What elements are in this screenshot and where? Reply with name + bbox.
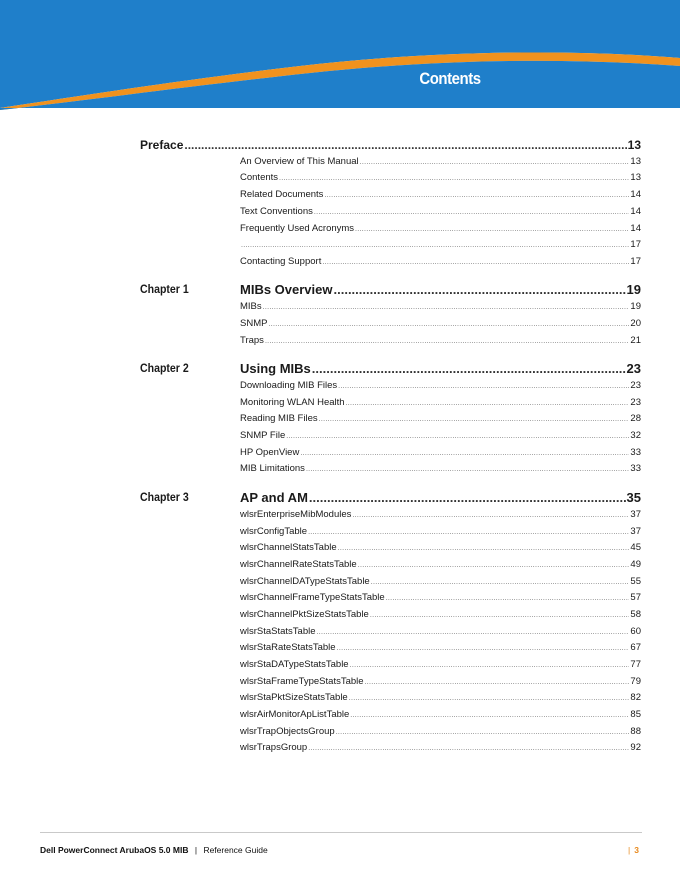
entry-title: SNMP File — [240, 430, 286, 441]
dot-leader — [263, 304, 630, 311]
toc-entry[interactable] — [240, 430, 641, 441]
footer-product: Dell PowerConnect ArubaOS 5.0 MIB — [40, 845, 189, 855]
toc-chapter-1-heading[interactable] — [240, 282, 641, 297]
toc-chapter-3-heading[interactable] — [240, 490, 641, 505]
toc-entry[interactable] — [240, 223, 641, 234]
dot-leader — [286, 433, 629, 440]
entry-page: 60 — [630, 626, 641, 637]
dot-leader — [350, 662, 630, 669]
entry-page: 82 — [630, 692, 641, 703]
entry-title: Downloading MIB Files — [240, 380, 338, 391]
dot-leader — [349, 695, 630, 702]
toc-entry[interactable] — [240, 156, 641, 167]
entry-title: wlsrChannelFrameTypeStatsTable — [240, 592, 385, 603]
toc-entry[interactable] — [240, 742, 641, 753]
dot-leader — [314, 209, 630, 216]
toc-entry[interactable] — [240, 509, 641, 520]
entry-title: SNMP — [240, 318, 268, 329]
chapter-title: AP and AM — [240, 490, 308, 505]
entry-page: 14 — [630, 223, 641, 234]
toc-entry[interactable] — [240, 172, 641, 183]
entry-page: 37 — [630, 526, 641, 537]
toc-entry[interactable] — [240, 256, 641, 267]
dot-leader — [184, 138, 626, 152]
toc-entry[interactable] — [240, 709, 641, 720]
entry-page: 21 — [630, 335, 641, 346]
toc-entry[interactable] — [240, 626, 641, 637]
entry-title: MIB Limitations — [240, 463, 305, 474]
entry-title: wlsrTrapsGroup — [240, 742, 308, 753]
entry-page: 19 — [630, 301, 641, 312]
entry-title: wlsrChannelPktSizeStatsTable — [240, 609, 369, 620]
footer-separator: | — [194, 845, 198, 855]
preface-title: Preface — [140, 138, 184, 152]
footer-guide: Reference Guide — [203, 845, 268, 855]
entry-title: wlsrStaRateStatsTable — [240, 642, 336, 653]
entry-title: wlsrStaPktSizeStatsTable — [240, 692, 348, 703]
toc-chapter-2-heading[interactable] — [240, 361, 641, 376]
entry-title: MIBs — [240, 301, 262, 312]
entry-title: Contacting Support — [240, 256, 322, 267]
toc-entry[interactable] — [240, 335, 641, 346]
entry-title: Text Conventions — [240, 206, 313, 217]
dot-leader — [319, 416, 630, 423]
entry-page: 33 — [630, 463, 641, 474]
toc-entry[interactable] — [240, 576, 641, 587]
entry-page: 45 — [630, 542, 641, 553]
chapter-3-label: Chapter 3 — [140, 490, 189, 504]
dot-leader — [358, 562, 630, 569]
dot-leader — [337, 645, 630, 652]
toc-entry[interactable] — [240, 301, 641, 312]
entry-page: 14 — [630, 189, 641, 200]
toc-preface-heading[interactable] — [140, 138, 641, 152]
footer-divider — [40, 832, 642, 833]
dot-leader — [309, 490, 626, 505]
page-number: 3 — [634, 845, 639, 855]
header-banner — [0, 0, 680, 110]
entry-page: 28 — [630, 413, 641, 424]
toc-entry[interactable] — [240, 659, 641, 670]
entry-page: 32 — [630, 430, 641, 441]
toc-entry[interactable] — [240, 592, 641, 603]
toc-entry[interactable] — [240, 206, 641, 217]
dot-leader — [334, 282, 626, 297]
toc-entry[interactable] — [240, 542, 641, 553]
dot-leader — [370, 612, 630, 619]
dot-leader — [317, 629, 630, 636]
entry-page: 33 — [630, 447, 641, 458]
entry-page: 37 — [630, 509, 641, 520]
chapter-title: Using MIBs — [240, 361, 311, 376]
entry-page: 49 — [630, 559, 641, 570]
toc-entry[interactable] — [240, 239, 641, 250]
entry-page: 20 — [630, 318, 641, 329]
toc-entry[interactable] — [240, 397, 641, 408]
toc-entry[interactable] — [240, 413, 641, 424]
toc-entry[interactable] — [240, 726, 641, 737]
toc-entry[interactable] — [240, 380, 641, 391]
entry-title: HP OpenView — [240, 447, 300, 458]
dot-leader — [312, 361, 626, 376]
entry-page: 13 — [630, 172, 641, 183]
dot-leader — [371, 579, 630, 586]
dot-leader — [268, 321, 629, 328]
dot-leader — [324, 192, 629, 199]
entry-title: Frequently Used Acronyms — [240, 223, 355, 234]
dot-leader — [322, 259, 629, 266]
entry-title: Monitoring WLAN Health — [240, 397, 345, 408]
chapter-title: MIBs Overview — [240, 282, 333, 297]
entry-title: Reading MIB Files — [240, 413, 318, 424]
dot-leader — [241, 242, 629, 249]
entry-page: 57 — [630, 592, 641, 603]
dot-leader — [352, 512, 629, 519]
toc-entry[interactable] — [240, 526, 641, 537]
entry-title: Traps — [240, 335, 264, 346]
toc-entry[interactable] — [240, 609, 641, 620]
dot-leader — [365, 679, 630, 686]
entry-page: 77 — [630, 659, 641, 670]
dot-leader — [265, 338, 629, 345]
entry-page: 85 — [630, 709, 641, 720]
entry-title: wlsrStaDATypeStatsTable — [240, 659, 349, 670]
page-title: Contents — [419, 69, 481, 88]
toc-entry[interactable] — [240, 559, 641, 570]
dot-leader — [279, 175, 629, 182]
entry-title: Related Documents — [240, 189, 324, 200]
dot-leader — [338, 383, 629, 390]
entry-title: wlsrStaFrameTypeStatsTable — [240, 676, 364, 687]
dot-leader — [308, 529, 629, 536]
entry-page: 23 — [630, 397, 641, 408]
entry-page: 92 — [630, 742, 641, 753]
entry-page: 79 — [630, 676, 641, 687]
entry-title: wlsrChannelStatsTable — [240, 542, 337, 553]
entry-title: An Overview of This Manual — [240, 156, 359, 167]
dot-leader — [355, 226, 629, 233]
entry-page: 88 — [630, 726, 641, 737]
dot-leader — [346, 400, 630, 407]
chapter-1-label: Chapter 1 — [140, 282, 189, 296]
entry-page: 23 — [630, 380, 641, 391]
footer-page-bar: | — [628, 845, 631, 855]
toc-entry[interactable] — [240, 642, 641, 653]
dot-leader — [360, 159, 630, 166]
entry-title: wlsrStaStatsTable — [240, 626, 316, 637]
entry-title: Contents — [240, 172, 279, 183]
entry-page: 14 — [630, 206, 641, 217]
entry-title: wlsrConfigTable — [240, 526, 308, 537]
entry-page: 17 — [630, 256, 641, 267]
entry-page: 58 — [630, 609, 641, 620]
entry-title: wlsrChannelDATypeStatsTable — [240, 576, 370, 587]
chapter-2-label: Chapter 2 — [140, 361, 189, 375]
dot-leader — [338, 545, 630, 552]
footer-page-number — [628, 845, 639, 855]
chapter-page: 19 — [626, 282, 641, 297]
chapter-page: 35 — [626, 490, 641, 505]
toc-entry[interactable] — [240, 447, 641, 458]
entry-page: 55 — [630, 576, 641, 587]
toc-entry[interactable] — [240, 318, 641, 329]
footer-document-title — [40, 845, 268, 855]
banner-swoosh-graphic — [0, 0, 680, 110]
toc-entry[interactable] — [240, 692, 641, 703]
dot-leader — [306, 466, 629, 473]
preface-page: 13 — [627, 138, 641, 152]
toc-entry[interactable] — [240, 463, 641, 474]
entry-title: wlsrAirMonitorApListTable — [240, 709, 350, 720]
toc-entry[interactable] — [240, 676, 641, 687]
dot-leader — [308, 745, 629, 752]
entry-title: wlsrTrapObjectsGroup — [240, 726, 335, 737]
entry-page: 13 — [630, 156, 641, 167]
entry-page: 67 — [630, 642, 641, 653]
chapter-page: 23 — [626, 361, 641, 376]
dot-leader — [300, 450, 629, 457]
dot-leader — [386, 595, 630, 602]
entry-page: 17 — [630, 239, 641, 250]
entry-title: wlsrChannelRateStatsTable — [240, 559, 357, 570]
entry-title: wlsrEnterpriseMibModules — [240, 509, 352, 520]
dot-leader — [350, 712, 629, 719]
dot-leader — [336, 729, 630, 736]
toc-entry[interactable] — [240, 189, 641, 200]
